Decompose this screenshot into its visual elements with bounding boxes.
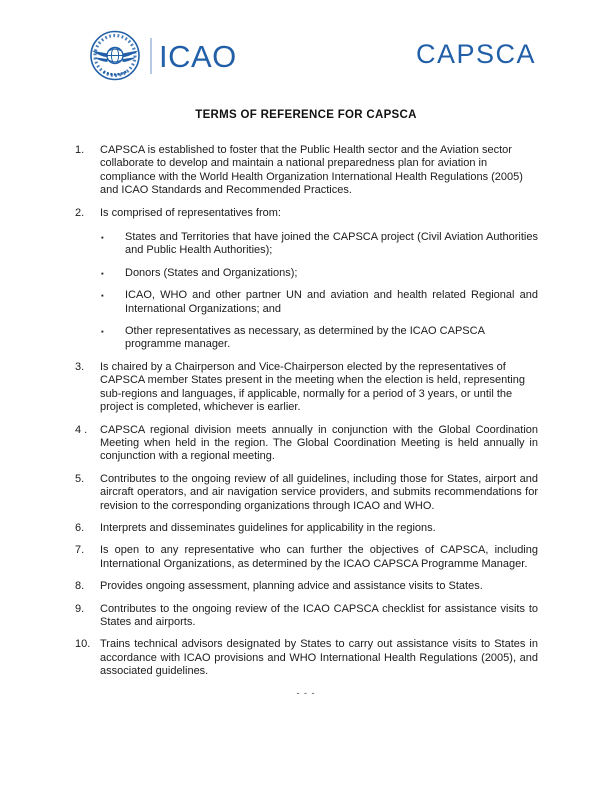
bullet-list [100, 231, 538, 352]
icao-emblem-icon [88, 30, 142, 81]
bullet-text: Donors (States and Organizations); [125, 266, 298, 279]
item-text: Trains technical advisors designated by States to carry out assistance visits to States in accordance with ICAO provisions and WHO International Health Regulations (2005), and associated guidelines. [100, 638, 538, 678]
item-text: Is chaired by a Chairperson and Vice-Chairperson elected by the representatives of CAPSCA member States present in the meeting when the election is held, representing sub-regions and languages, if applicable, normally for a period of 3 years, or until the project is completed, whichever is earlier. [100, 360, 525, 414]
item-text: Contributes to the ongoing review of all guidelines, including those for States, airport and aircraft operators, and air navigation service providers, and submits recommendations for revision to the corresponding organizations through ICAO and WHO. [100, 472, 538, 512]
bullet-text: Other representatives as necessary, as determined by the ICAO CAPSCA programme manager. [125, 325, 485, 351]
list-item [75, 424, 538, 464]
item-number: 5. [75, 472, 85, 485]
terms-list [75, 144, 538, 679]
list-item [75, 603, 538, 630]
item-text: Is comprised of representatives from: [100, 206, 281, 219]
item-number: 8. [75, 580, 85, 593]
item-number: 9. [75, 602, 85, 615]
item-body [100, 207, 538, 352]
bullet-text: ICAO, WHO and other partner UN and aviation and health related Regional and International Organizations; and [125, 289, 538, 315]
end-of-document-mark: - - - [296, 687, 316, 698]
list-item [75, 580, 538, 593]
item-body [100, 473, 538, 513]
item-body [100, 522, 538, 535]
item-body [100, 424, 538, 464]
list-item [75, 638, 538, 678]
bullet-item [100, 289, 538, 316]
item-body [100, 544, 538, 571]
document-header [88, 30, 536, 82]
bullet-item [100, 267, 538, 280]
item-body [100, 603, 538, 630]
item-text: CAPSCA is established to foster that the Public Health sector and the Aviation sector collaborate to develop and maintain a national preparedness plan for aviation in compliance with the World Health Organization International Health Regulations (2005) and ICAO Standards and Recommended Practices. [100, 144, 523, 197]
item-number: 7. [75, 544, 85, 557]
bullet-square-icon: ▪ [101, 233, 104, 243]
logo-divider [150, 38, 152, 74]
bullet-item [100, 325, 538, 352]
item-number: 10. [75, 638, 91, 651]
bullet-item [100, 231, 538, 258]
item-body [100, 580, 538, 593]
list-item [75, 207, 538, 352]
item-number: 3. [75, 360, 85, 373]
bullet-square-icon: ▪ [101, 327, 104, 337]
icao-wordmark: ICAO [159, 39, 237, 74]
item-number: 4 . [75, 423, 88, 436]
list-item [75, 361, 538, 415]
icao-logo [88, 30, 237, 81]
list-item [75, 522, 538, 535]
bullet-square-icon: ▪ [101, 268, 104, 278]
capsca-wordmark: CAPSCA [415, 39, 536, 69]
list-item [75, 544, 538, 571]
item-text: Contributes to the ongoing review of the ICAO CAPSCA checklist for assistance visits to States and airports. [100, 602, 538, 628]
item-text: Is open to any representative who can further the objectives of CAPSCA, including International Organizations, as determined by the ICAO CAPSCA Programme Manager. [100, 544, 538, 570]
item-number: 1. [75, 144, 85, 156]
bullet-text: States and Territories that have joined the CAPSCA project (Civil Aviation Authorities and Public Health Authorities); [125, 231, 538, 257]
item-number: 6. [75, 521, 85, 534]
item-body [100, 361, 538, 415]
page-title: TERMS OF REFERENCE FOR CAPSCA [195, 109, 417, 121]
item-body [100, 638, 538, 678]
item-body [100, 144, 538, 198]
list-item [75, 473, 538, 513]
item-text: Interprets and disseminates guidelines for applicability in the regions. [100, 521, 436, 534]
list-item [75, 144, 538, 198]
item-text: CAPSCA regional division meets annually in conjunction with the Global Coordination Meeting when held in the region. The Global Coordination Meeting is held annually in conjunction with a regional meeting. [100, 423, 538, 463]
item-text: Provides ongoing assessment, planning advice and assistance visits to States. [100, 580, 483, 593]
bullet-square-icon: ▪ [101, 291, 104, 301]
item-number: 2. [75, 206, 85, 219]
